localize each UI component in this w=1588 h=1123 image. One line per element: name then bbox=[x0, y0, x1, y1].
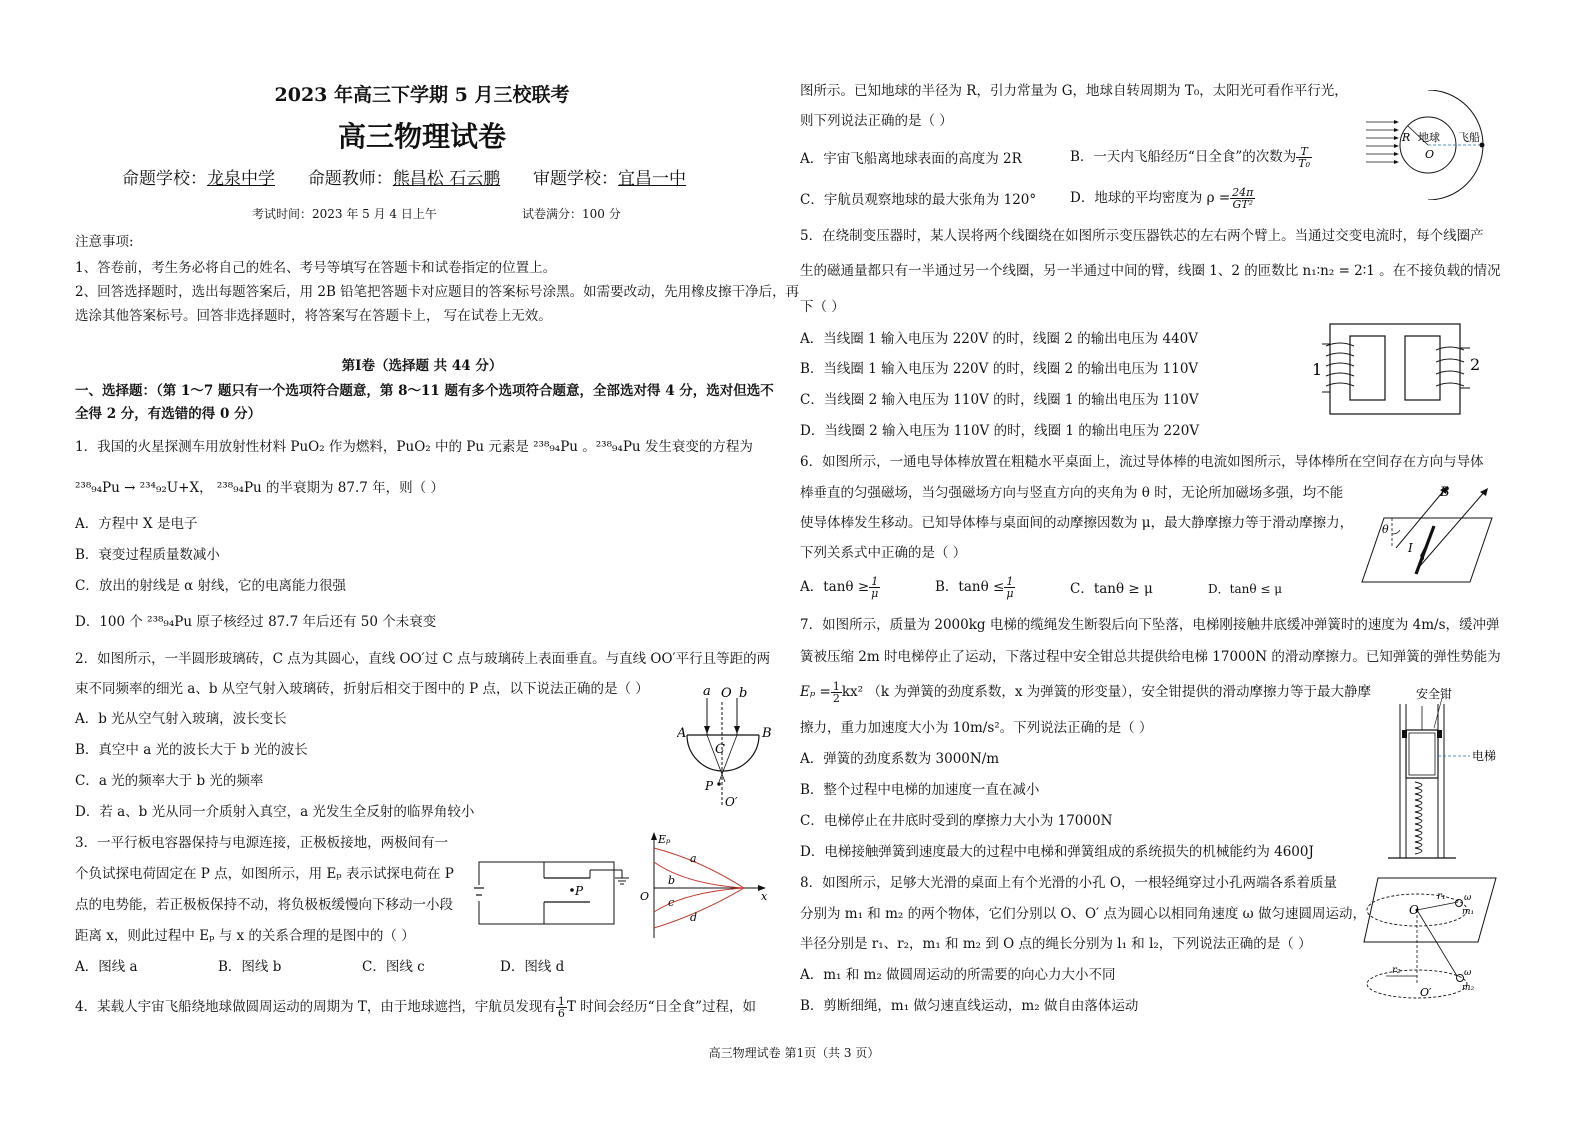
q2-label-P: P bbox=[705, 779, 714, 793]
q6-option-c: C．tanθ ≥ μ bbox=[1070, 581, 1153, 597]
q4-label-o: O bbox=[1425, 148, 1435, 161]
q3-stem: 3．一平行板电容器保持与电源连接，正极板接地，两极间有一 bbox=[75, 835, 449, 851]
choice-instructions: 一、选择题：（第 1～7 题只有一个选项符合题意，第 8～11 题有多个选项符合题意，全部选对得 4 分，选对但选不 bbox=[75, 383, 774, 399]
full-score: 试卷满分：100 分 bbox=[522, 207, 621, 221]
q8-label-o-prime: O′ bbox=[1420, 986, 1432, 999]
notice-item: 选涂其他答案标号。回答非选择题时，将答案写在答题卡上， 写在试卷上无效。 bbox=[75, 308, 552, 324]
q6-label-i: I bbox=[1408, 541, 1413, 555]
q6-option-b: B．tanθ ≤ $\frac{1}{\mu}$ bbox=[935, 575, 1014, 600]
q7-option-d: D．电梯接触弹簧到速度最大的过程中电梯和弹簧组成的系统损失的机械能约为 4600J bbox=[800, 844, 1314, 860]
q7-label-elevator: 电梯 bbox=[1472, 749, 1497, 763]
q2-semicircle-figure bbox=[677, 682, 777, 810]
q3-graph-figure bbox=[640, 828, 770, 946]
q4-stem-cont: 则下列说法正确的是（ ） bbox=[800, 113, 953, 129]
q1-stem: 1．我国的火星探测车用放射性材料 PuO₂ 作为燃料，PuO₂ 中的 Pu 元素是 ²³⁸₉₄Pu 。²³⁸₉₄Pu 发生衰变的方程为 bbox=[75, 439, 753, 455]
q4-option-c: C．宇航员观察地球的最大张角为 120° bbox=[800, 192, 1037, 208]
q3-label-P: P bbox=[575, 884, 584, 898]
q4-label-r: R bbox=[1402, 131, 1411, 144]
q2-label-a: a bbox=[703, 684, 711, 699]
q7-stem-formula: Eₚ = $\frac{1}{2}$ kx² （k 为弹簧的劲度系数，x 为弹簧的形变量），安全钳提供的滑动摩擦力等于最大静摩 bbox=[800, 680, 1371, 705]
q3-label-c: c bbox=[668, 896, 675, 909]
q4-label-earth: 地球 bbox=[1418, 131, 1440, 144]
q6-option-a: A．tanθ ≥ $\frac{1}{\mu}$ bbox=[800, 575, 879, 600]
q3-option-a: A．图线 a bbox=[75, 959, 138, 975]
q3-option-b: B．图线 b bbox=[218, 959, 282, 975]
exam-title: 2023 年高三下学期 5 月三校联考 bbox=[274, 84, 570, 106]
q8-label-m1: m₁ bbox=[1462, 907, 1475, 917]
q5-label-2: 2 bbox=[1470, 355, 1481, 374]
q1-option-d: D．100 个 ²³⁸₉₄Pu 原子核经过 87.7 年后还有 50 个未衰变 bbox=[75, 614, 437, 630]
q6-stem-cont: 棒垂直的匀强磁场，当匀强磁场方向与竖直方向的夹角为 θ 时，无论所加磁场多强，均不能 bbox=[800, 485, 1344, 501]
q6-conductor-figure bbox=[1358, 482, 1498, 586]
q7-label-clamp: 安全钳 bbox=[1416, 687, 1453, 701]
part-title: 第Ⅰ卷（选择题 共 44 分） bbox=[341, 358, 503, 374]
q6-stem-cont: 使导体棒发生移动。已知导体棒与桌面间的动摩擦因数为 μ，最大静摩擦力等于滑动摩擦力， bbox=[800, 515, 1354, 531]
q5-stem: 5．在绕制变压器时，某人误将两个线圈绕在如图所示变压器铁芯的左右两个臂上。当通过交变电流时，每个线圈产 bbox=[800, 228, 1484, 244]
q3-option-d: D．图线 d bbox=[500, 959, 565, 975]
q8-label-m2: m₂ bbox=[1462, 983, 1475, 993]
q5-option-d: D．当线圈 2 输入电压为 110V 的时，线圈 1 的输出电压为 220V bbox=[800, 423, 1200, 439]
q2-option-d: D．若 a、b 光从同一介质射入真空，a 光发生全反射的临界角较小 bbox=[75, 804, 475, 820]
notice-item: 1、答卷前，考生务必将自己的姓名、考号等填写在答题卡和试卷指定的位置上。 bbox=[75, 260, 557, 276]
q4-option-b: B．一天内飞船经历“日全食”的次数为 $\frac{T}{\text{T₀}}$ bbox=[1070, 145, 1310, 170]
q2-label-A: A bbox=[677, 726, 687, 741]
q2-stem: 2．如图所示，一半圆形玻璃砖，C 点为其圆心，直线 OO′过 C 点与玻璃砖上表面垂直。与直线 OO′平行且等距的两 bbox=[75, 651, 771, 667]
notice-title: 注意事项: bbox=[75, 234, 134, 250]
q2-label-o: O bbox=[721, 686, 732, 701]
exam-time: 考试时间：2023 年 5 月 4 日上午 bbox=[252, 207, 437, 221]
q6-stem: 6．如图所示，一通电导体棒放置在粗糙水平桌面上，流过导体棒的电流如图所示，导体棒所在空间存在方向与导体 bbox=[800, 454, 1484, 470]
q5-transformer-figure bbox=[1308, 320, 1483, 418]
q8-option-a: A．m₁ 和 m₂ 做圆周运动的所需要的向心力大小不同 bbox=[800, 967, 1116, 983]
q2-option-c: C．a 光的频率大于 b 光的频率 bbox=[75, 773, 264, 789]
q3-stem-cont: 点的电势能，若正极板保持不动，将负极板缓慢向下移动一小段 bbox=[75, 897, 453, 913]
q2-option-b: B．真空中 a 光的波长大于 b 光的波长 bbox=[75, 742, 308, 758]
q6-option-d: D．tanθ ≤ μ bbox=[1208, 582, 1283, 596]
q3-label-a: a bbox=[690, 852, 697, 865]
q8-stem-cont: 分别为 m₁ 和 m₂ 的两个物体，它们分别以 O、O′ 点为圆心以相同角速度 ω 做匀速圆周运动， bbox=[800, 906, 1366, 922]
page-footer: 高三物理试卷 第1页（共 3 页） bbox=[708, 1046, 880, 1060]
q3-label-ep: Eₚ bbox=[658, 833, 671, 846]
q6-stem-cont: 下列关系式中正确的是（ ） bbox=[800, 545, 967, 561]
q7-option-a: A．弹簧的劲度系数为 3000N/m bbox=[800, 751, 1000, 767]
q8-label-r1: r₁ bbox=[1437, 891, 1446, 902]
q2-stem-cont: 束不同频率的细光 a、b 从空气射入玻璃砖，折射后相交于图中的 P 点，以下说法正确的是（ ） bbox=[75, 681, 649, 697]
q7-option-c: C．电梯停止在井底时受到的摩擦力大小为 17000N bbox=[800, 813, 1113, 829]
q4-earth-orbit-figure bbox=[1358, 90, 1493, 200]
q3-label-o: O bbox=[640, 890, 650, 903]
q2-label-C: C bbox=[715, 742, 725, 757]
q7-stem-cont: 擦力，重力加速度大小为 10m/s²。下列说法正确的是（ ） bbox=[800, 720, 1153, 736]
q5-option-c: C．当线圈 2 输入电压为 110V 的时，线圈 1 的输出电压为 110V bbox=[800, 392, 1199, 408]
choice-instructions-cont: 全得 2 分，有选错的得 0 分） bbox=[75, 406, 262, 422]
q7-option-b: B．整个过程中电梯的加速度一直在减小 bbox=[800, 782, 1040, 798]
q8-label-o: O bbox=[1409, 903, 1419, 917]
q1-option-b: B．衰变过程质量数减小 bbox=[75, 547, 220, 563]
q7-elevator-figure bbox=[1380, 686, 1510, 861]
q1-option-a: A．方程中 X 是电子 bbox=[75, 516, 198, 532]
q3-stem-cont: 个负试探电荷固定在 P 点，如图所示，用 Eₚ 表示试探电荷在 P bbox=[75, 866, 454, 882]
q2-label-b: b bbox=[739, 686, 748, 701]
q3-stem-cont: 距离 x，则此过程中 Eₚ 与 x 的关系合理的是图中的（ ） bbox=[75, 928, 415, 944]
q4-option-d: D．地球的平均密度为 ρ = $\frac{24\pi}{\text{GT²}}$ bbox=[1070, 186, 1254, 211]
q5-stem-cont: 下（ ） bbox=[800, 299, 845, 315]
q1-option-c: C．放出的射线是 α 射线，它的电离能力很强 bbox=[75, 578, 347, 594]
q5-stem-cont: 生的磁通量都只有一半通过另一个线圈，另一半通过中间的臂，线圈 1、2 的匝数比 n₁∶n₂ = 2∶1 。在不接负载的情况 bbox=[800, 263, 1501, 279]
q5-option-b: B．当线圈 1 输入电压为 220V 的时，线圈 2 的输出电压为 110V bbox=[800, 361, 1199, 377]
q2-option-a: A．b 光从空气射入玻璃，波长变长 bbox=[75, 711, 287, 727]
q4-stem-cont: 图所示。已知地球的半径为 R，引力常量为 G，地球自转周期为 T₀，太阳光可看作平行光， bbox=[800, 83, 1348, 99]
q8-label-w2: ω bbox=[1464, 968, 1472, 978]
q8-label-w1: ω bbox=[1464, 893, 1472, 903]
q1-stem-cont: ²³⁸₉₄Pu → ²³⁴₉₂U+X， ²³⁸₉₄Pu 的半衰期为 87.7 年，则（ ） bbox=[75, 480, 444, 496]
q6-label-theta: θ bbox=[1382, 523, 1389, 536]
q8-circular-motion-figure bbox=[1362, 872, 1497, 1002]
q8-label-r2: r₂ bbox=[1392, 965, 1401, 976]
q8-stem-cont: 半径分别是 r₁、r₂，m₁ 和 m₂ 到 O 点的绳长分别为 l₁ 和 l₂，下列说法正确的是（ ） bbox=[800, 936, 1312, 952]
q7-stem: 7．如图所示，质量为 2000kg 电梯的缆绳发生断裂后向下坠落，电梯刚接触井底缓冲弹簧时的速度为 4m/s，缓冲弹 bbox=[800, 617, 1500, 633]
q4-label-ship: 飞船 bbox=[1458, 131, 1480, 144]
q3-label-x: x bbox=[761, 890, 768, 903]
q4-option-a: A．宇宙飞船离地球表面的高度为 2R bbox=[800, 151, 1022, 167]
q3-label-b: b bbox=[668, 874, 676, 887]
q8-option-b: B．剪断细绳，m₁ 做匀速直线运动，m₂ 做自由落体运动 bbox=[800, 998, 1139, 1014]
q8-stem: 8．如图所示，足够大光滑的桌面上有个光滑的小孔 O，一根轻绳穿过小孔两端各系着质量 bbox=[800, 875, 1337, 891]
q3-label-d: d bbox=[690, 911, 698, 924]
q3-capacitor-figure bbox=[472, 852, 650, 928]
notice-item: 2、回答选择题时，选出每题答案后，用 2B 铅笔把答题卡对应题目的答案标号涂黑。如需要改动，先用橡皮擦干净后，再 bbox=[75, 284, 800, 300]
q2-label-O-prime: O′ bbox=[725, 795, 738, 809]
subject-title: 高三物理试卷 bbox=[337, 120, 506, 153]
q5-option-a: A．当线圈 1 输入电压为 220V 的时，线圈 2 的输出电压为 440V bbox=[800, 331, 1198, 347]
q2-label-B: B bbox=[762, 726, 772, 741]
q4-stem: 4．某载人宇宙飞船绕地球做圆周运动的周期为 T，由于地球遮挡，宇航员发现有 $\frac{1}{6}$ T 时间会经历“日全食”过程，如 bbox=[75, 995, 756, 1020]
q6-label-b: B bbox=[1440, 485, 1450, 500]
author-info: 命题学校：龙泉中学 命题教师：熊昌松 石云鹏 审题学校：宜昌一中 bbox=[122, 169, 687, 189]
q3-option-c: C．图线 c bbox=[362, 959, 425, 975]
q5-label-1: 1 bbox=[1312, 360, 1323, 379]
q7-stem-cont: 簧被压缩 2m 时电梯停止了运动，下落过程中安全钳总共提供给电梯 17000N 的滑动摩擦力。已知弹簧的弹性势能为 bbox=[800, 649, 1501, 665]
